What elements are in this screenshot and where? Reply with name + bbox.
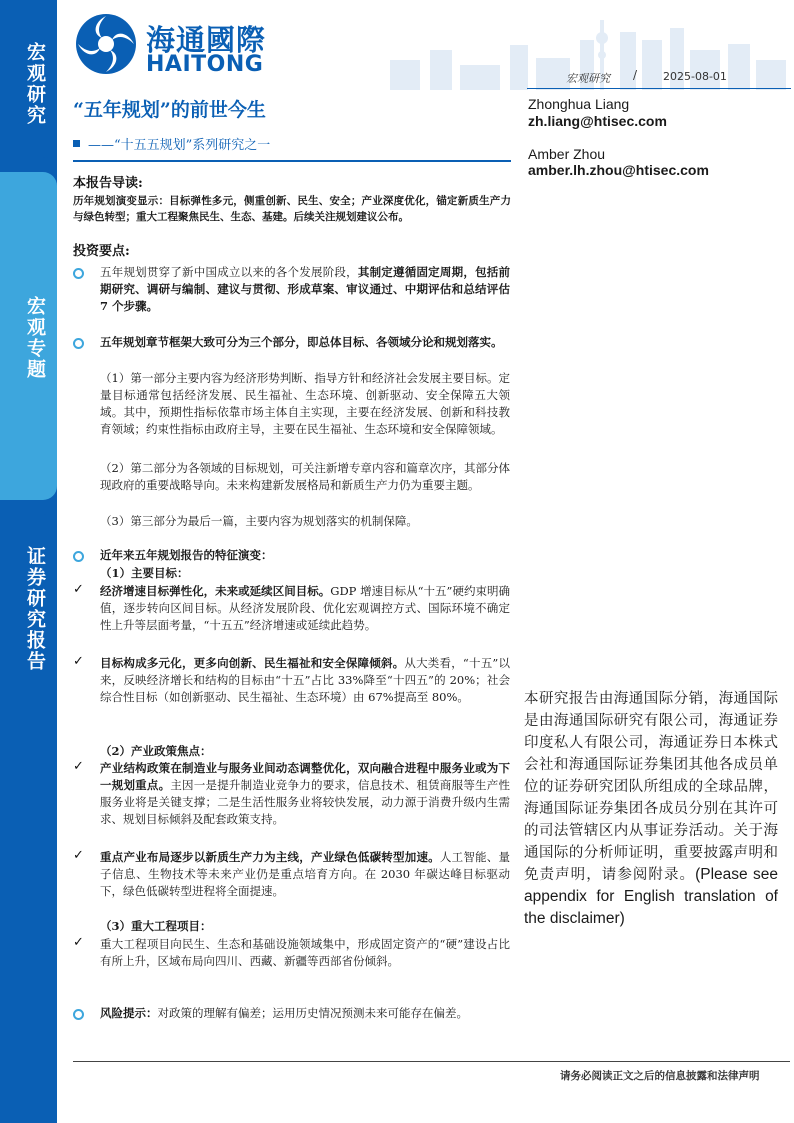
risk-warning-text: 对政策的理解有偏差；运用历史情况预测未来可能存在偏差。 bbox=[157, 1006, 468, 1020]
title-divider bbox=[73, 160, 511, 162]
invest-point-2-part1: （1）第一部分主要内容为经济形势判断、指导方针和经济社会发展主要目标。定量目标通常包括经济发展、民生福祉、生态环境、创新驱动、安全保障五大领域。其中，预期性指标依靠市场主体自主实现，主要在经济发展、创新和科技教育领域；约束性指标由政府主导，主要在民生福祉、生态环境和安全保障领域。 bbox=[100, 371, 510, 436]
side-label-report: 证券研究报告 bbox=[24, 546, 46, 672]
header-divider bbox=[527, 88, 791, 89]
industry-item-1-bold: 产业结构政策在制造业与服务业间动态调整优化，双向融合进程中服务业或为下一规划重点。 bbox=[100, 761, 510, 792]
target-item-2-bold: 目标构成多元化，更多向创新、民生福祉和安全保障倾斜。 bbox=[100, 656, 405, 670]
industry-item-2-bold: 重点产业布局逐步以新质生产力为主线，产业绿色低碳转型加速。 bbox=[100, 850, 440, 864]
checkmark-icon: ✓ bbox=[73, 582, 84, 597]
report-date: 2025-08-01 bbox=[663, 70, 727, 83]
invest-point-1-bold: 其制定遵循固定周期，包括前期研究、调研与编制、建议与贯彻、形成草案、审议通过、中期评估和总结评估 7 个步骤。 bbox=[100, 265, 511, 313]
target-item-1-text: GDP 增速目标从“十五”硬约束明确值，逐步转向区间目标。从经济发展阶段、优化宏观调控方式、国际环境不确定性上升等层面考量，“十五五”经济增速或延续此趋势。 bbox=[100, 584, 511, 632]
target-item-1 bbox=[100, 583, 510, 634]
haitong-logo-mark bbox=[74, 12, 138, 80]
sub-heading-industry: （2）产业政策焦点： bbox=[100, 744, 212, 758]
project-item-1: 重大工程项目向民生、生态和基础设施领域集中，形成固定资产的“硬”建设占比有所上升，区域布局向四川、西藏、新疆等西部省份倾斜。 bbox=[100, 937, 510, 968]
side-label-research: 宏观研究 bbox=[24, 42, 46, 126]
industry-item-1 bbox=[100, 760, 510, 828]
invest-point-3-head: 近年来五年规划报告的特征演变： bbox=[100, 548, 273, 562]
bullet-circle-icon bbox=[73, 268, 84, 279]
industry-item-2 bbox=[100, 849, 510, 900]
author-name-1: Zhonghua Liang bbox=[528, 96, 630, 112]
report-subtitle bbox=[73, 134, 270, 153]
footer-note: 请务必阅读正文之后的信息披露和法律声明 bbox=[560, 1070, 760, 1082]
guide-heading: 本报告导读: bbox=[73, 176, 143, 191]
side-label-topic: 宏观专题 bbox=[24, 296, 46, 380]
target-item-1-bold: 经济增速目标弹性化，未来或延续区间目标。 bbox=[100, 584, 331, 598]
disclaimer-cn: 本研究报告由海通国际分销，海通国际是由海通国际研究有限公司，海通证券印度私人有限公司，海通证券日本株式会社和海通国际证券集团其他各成员单位的证券研究团队所组成的全球品牌，海通国际证券集团各成员分别在其许可的司法管辖区内从事证券活动。关于海通国际的分析师证明，重要披露声明和免责声明，请参阅附录。 bbox=[524, 691, 778, 883]
side-band bbox=[0, 0, 57, 1123]
checkmark-icon: ✓ bbox=[73, 759, 84, 774]
checkmark-icon: ✓ bbox=[73, 935, 84, 950]
invest-point-1-lead: 五年规划贯穿了新中国成立以来的各个发展阶段， bbox=[100, 265, 358, 279]
brand-name-cn: 海通國際 bbox=[146, 23, 267, 57]
brand-name-en: HAITONG bbox=[146, 52, 264, 77]
invest-point-2-head: 五年规划章节框架大致可分为三个部分，即总体目标、各领域分论和规划落实。 bbox=[100, 335, 503, 349]
guide-text: 历年规划演变显示：目标弹性多元，侧重创新、民生、安全；产业深度优化，锚定新质生产力与绿色转型；重大工程聚焦民生、生态、基建。后续关注规划建议公布。 bbox=[73, 195, 511, 223]
invest-heading: 投资要点: bbox=[73, 244, 130, 259]
industry-item-1-text: 主因一是提升制造业竞争力的要求，信息技术、租赁商服等生产性服务业将是关键支撑；二是生活性服务业将较快发展，动力源于消费升级内生需求、规划目标倾斜及配套政策支持。 bbox=[100, 778, 511, 826]
report-subtitle-text: ——“十五五规划”系列研究之一 bbox=[88, 138, 271, 153]
disclaimer bbox=[524, 688, 778, 930]
header-separator: / bbox=[633, 68, 638, 82]
author-email-2[interactable]: amber.lh.zhou@htisec.com bbox=[528, 162, 709, 178]
footer-divider bbox=[73, 1061, 790, 1062]
author-email-1[interactable]: zh.liang@htisec.com bbox=[528, 113, 667, 129]
bullet-circle-icon bbox=[73, 551, 84, 562]
checkmark-icon: ✓ bbox=[73, 654, 84, 669]
square-bullet-icon bbox=[73, 140, 80, 147]
report-title: “五年规划”的前世今生 bbox=[73, 99, 266, 121]
disclaimer-en: (Please see appendix for English translation of the disclaimer) bbox=[524, 866, 778, 927]
invest-point-1 bbox=[100, 264, 510, 315]
sub-heading-targets: （1）主要目标： bbox=[100, 566, 189, 580]
bullet-circle-icon bbox=[73, 1009, 84, 1020]
target-item-2-text: 从大类看，“十五”以来，反映经济增长和结构的目标由“十五”占比 33%降至“十四五”的 20%；社会综合性目标（如创新驱动、民生福祉、生态环境）由 67%提高至 80%。 bbox=[100, 656, 510, 704]
invest-point-2-part2: （2）第二部分为各领域的目标规划，可关注新增专章内容和篇章次序，其部分体现政府的重要战略导向。未来构建新发展格局和新质生产力仍为重要主题。 bbox=[100, 461, 510, 492]
risk-warning bbox=[100, 1005, 510, 1022]
checkmark-icon: ✓ bbox=[73, 848, 84, 863]
risk-warning-label: 风险提示： bbox=[100, 1006, 158, 1020]
sub-heading-projects: （3）重大工程项目： bbox=[100, 919, 212, 933]
bullet-circle-icon bbox=[73, 338, 84, 349]
invest-point-2-part3: （3）第三部分为最后一篇，主要内容为规划落实的机制保障。 bbox=[100, 514, 418, 528]
target-item-2 bbox=[100, 655, 510, 706]
header-category: 宏观研究 bbox=[566, 72, 610, 85]
author-name-2: Amber Zhou bbox=[528, 146, 606, 162]
industry-item-2-text: 人工智能、量子信息、生物技术等未来产业仍是重点培育方向。在 2030 年碳达峰目标驱动下，绿色低碳转型进程将全面提速。 bbox=[100, 850, 511, 898]
